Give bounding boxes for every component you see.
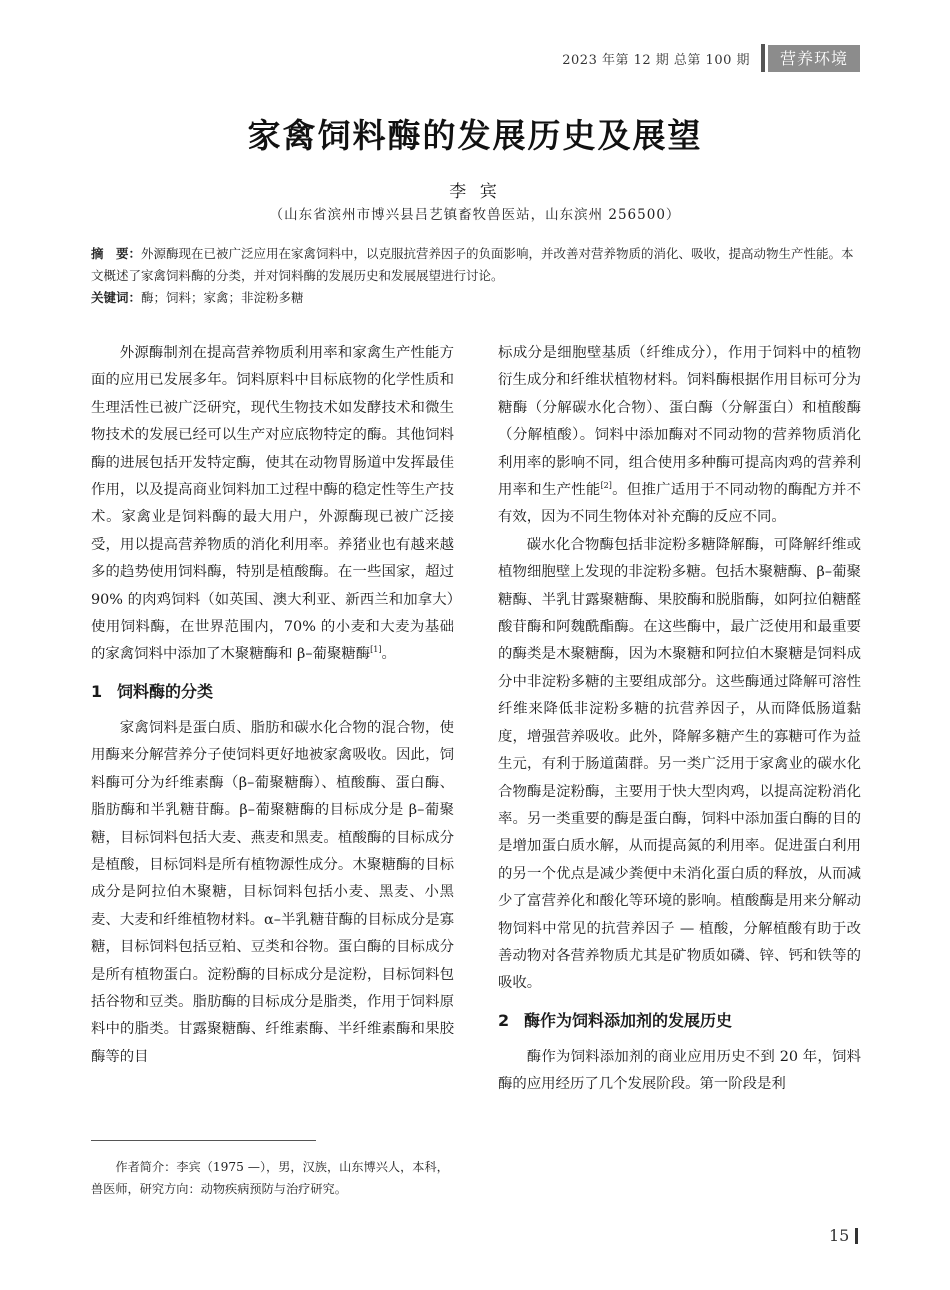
header-divider (761, 44, 765, 72)
author-name: 李 宾 (449, 182, 501, 202)
keywords-text: 酶；饲料；家禽；非淀粉多糖 (141, 290, 304, 305)
author-footnote: 作者简介：李宾（1975 —），男，汉族，山东博兴人，本科，兽医师，研究方向：动物疾病预防与治疗研究。 (91, 1160, 449, 1196)
right-column (498, 340, 861, 1099)
left-column (91, 340, 454, 1071)
keywords (91, 287, 861, 309)
intro-paragraph: 外源酶制剂在提高营养物质利用率和家禽生产性能方面的应用已发展多年。饲料原料中目标底物的化学性质和生理活性已被广泛研究，现代生物技术如发酵技术和微生物技术的发展已经可以生产对应底物特定的酶。其他饲料酶的进展包括开发特定酶，使其在动物胃肠道中发挥最佳作用，以及提高商业饲料加工过程中酶的稳定性等生产技术。家禽业是饲料酶的最大用户，外源酶现已被广泛接受，用以提高营养物质的消化利用率。养猪业也有越来越多的趋势使用饲料酶，特别是植酸酶。在一些国家，超过 90% 的肉鸡饲料（如英国、澳大利亚、新西兰和加拿大）使用饲料酶，在世界范围内，70% 的小麦和大麦为基础的家禽饲料中添加了木聚糖酶和 β–葡聚糖酶[1]。 (91, 345, 454, 663)
keywords-label: 关键词： (91, 290, 142, 305)
author-affiliation: （山东省滨州市博兴县吕艺镇畜牧兽医站，山东滨州 256500） (269, 207, 681, 223)
section-heading-2: 2 酶作为饲料添加剂的发展历史 (498, 1010, 733, 1030)
history-paragraph: 酶作为饲料添加剂的商业应用历史不到 20 年，饲料酶的应用经历了几个发展阶段。第一阶段是利 (498, 1048, 861, 1093)
page-number: 15 (829, 1226, 850, 1245)
classification-paragraph: 家禽饲料是蛋白质、脂肪和碳水化合物的混合物，使用酶来分解营养分子使饲料更好地被家禽吸收。因此，饲料酶可分为纤维素酶（β–葡聚糖酶）、植酸酶、蛋白酶、脂肪酶和半乳糖苷酶。β–葡聚糖酶的目标成分是 β–葡聚糖，目标饲料包括大麦、燕麦和黑麦。植酸酶的目标成分是植酸，目标饲料是所有植物源性成分。木聚糖酶的目标成分是阿拉伯木聚糖，目标饲料包括小麦、黑麦、小黑麦、大麦和纤维植物材料。α–半乳糖苷酶的目标成分是寡糖，目标饲料包括豆粕、豆类和谷物。蛋白酶的目标成分是所有植物蛋白。淀粉酶的目标成分是淀粉，目标饲料包括谷物和豆类。脂肪酶的目标成分是脂类，作用于饲料原料中的脂类。甘露聚糖酶、纤维素酶、半纤维素酶和果胶酶等的目 (91, 719, 454, 1065)
section-heading-1: 1 饲料酶的分类 (91, 681, 214, 701)
carbohydrase-paragraph: 碳水化合物酶包括非淀粉多糖降解酶，可降解纤维或植物细胞壁上发现的非淀粉多糖。包括木聚糖酶、β–葡聚糖酶、半乳甘露聚糖酶、果胶酶和脱脂酶，如阿拉伯糖醛酸苷酶和阿魏酰酯酶。在这些酶中，最广泛使用和最重要的酶类是木聚糖酶，因为木聚糖和阿拉伯木聚糖是饲料成分中非淀粉多糖的主要组成部分。这些酶通过降解可溶性纤维来降低非淀粉多糖的抗营养因子，从而降低肠道黏度，增强营养吸收。此外，降解多糖产生的寡糖可作为益生元，有利于肠道菌群。另一类广泛用于家禽业的碳水化合物酶是淀粉酶，主要用于快大型肉鸡，以提高淀粉消化率。另一类重要的酶是蛋白酶，饲料中添加蛋白酶的目的是增加蛋白质水解，从而提高氮的利用率。促进蛋白利用的另一个优点是减少粪便中未消化蛋白质的释放，从而减少了富营养化和酸化等环境的影响。植酸酶是用来分解动物饲料中常见的抗营养因子 — 植酸，分解植酸有助于改善动物对各营养物质尤其是矿物质如磷、锌、钙和铁等的吸收。 (498, 536, 861, 992)
abstract-label: 摘 要： (91, 246, 142, 261)
citation-ref: [1] (370, 645, 382, 655)
article-title: 家禽饲料酶的发展历史及展望 (247, 116, 703, 155)
section-badge: 营养环境 (768, 45, 860, 72)
abstract-text: 外源酶现在已被广泛应用在家禽饲料中，以克服抗营养因子的负面影响，并改善对营养物质的消化、吸收，提高动物生产性能。本文概述了家禽饲料酶的分类，并对饲料酶的发展历史和发展展望进行讨论。 (91, 246, 854, 283)
abstract (91, 243, 861, 287)
citation-ref: [2] (600, 481, 612, 491)
issue-info: 2023 年第 12 期 总第 100 期 (562, 53, 750, 68)
page-number-bar (855, 1228, 858, 1244)
footnote-rule (91, 1140, 316, 1141)
continued-paragraph: 标成分是细胞壁基质（纤维成分），作用于饲料中的植物衍生成分和纤维状植物材料。饲料酶根据作用目标可分为糖酶（分解碳水化合物）、蛋白酶（分解蛋白）和植酸酶（分解植酸）。饲料中添加酶对不同动物的营养物质消化利用率的影响不同，组合使用多种酶可提高肉鸡的营养利用率和生产性能[2]。但推广适用于不同动物的酶配方并不有效，因为不同生物体对补充酶的反应不同。 (498, 345, 861, 526)
